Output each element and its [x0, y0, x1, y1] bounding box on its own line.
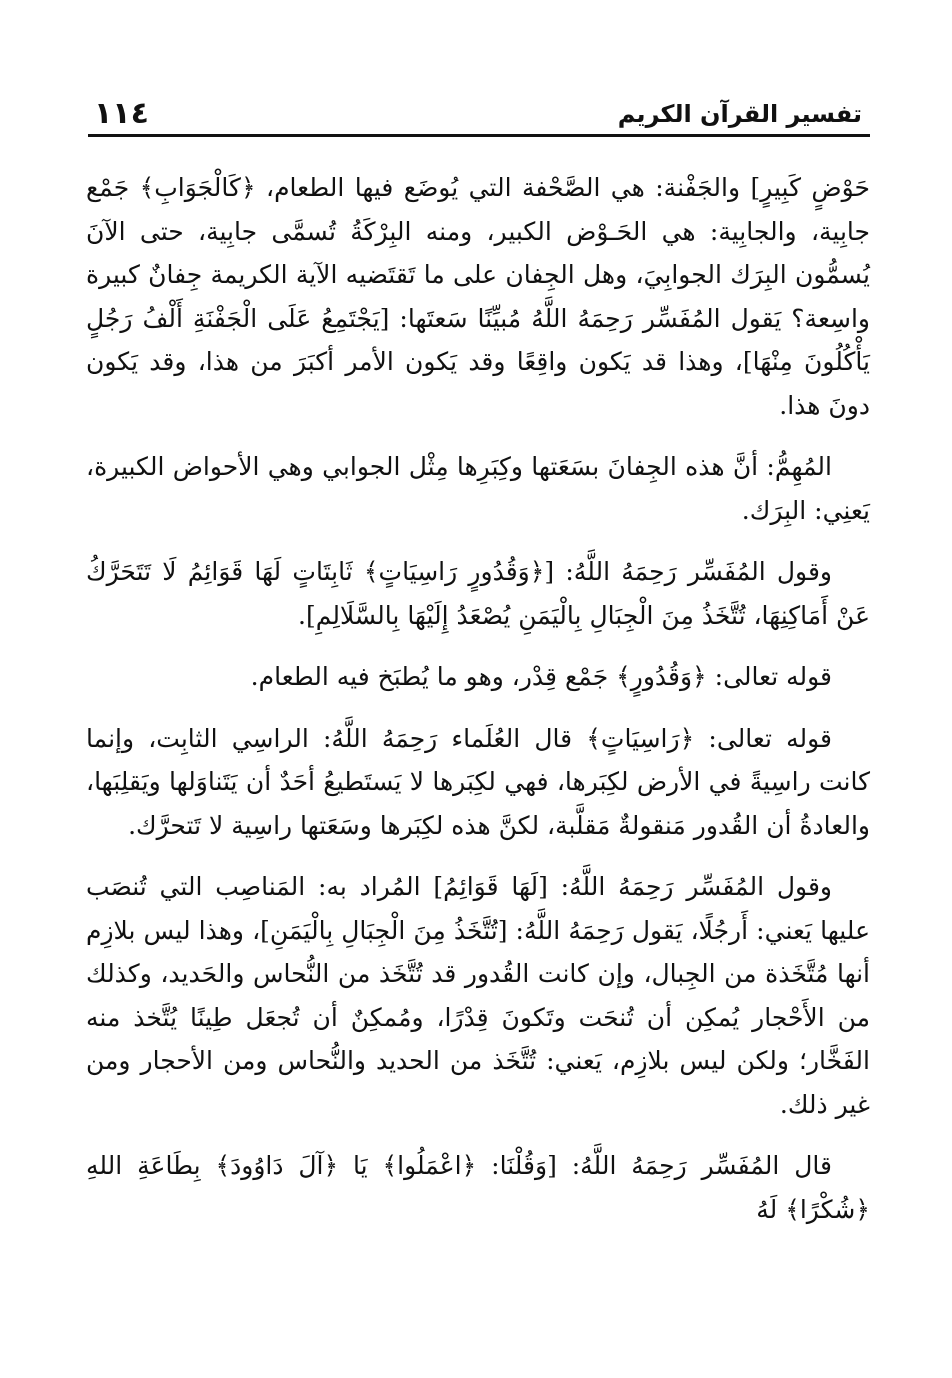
paragraph-2: المُهِمُّ: أنَّ هذه الجِفانَ بسَعَتها وكِبَرِها مِثْل الجوابي وهي الأحواض الكبيرة، يَعنِي: البِرَك. — [86, 452, 870, 525]
paragraph-4: قوله تعالى: ﴿وَقُدُورٍ﴾ جَمْع قِدْر، وهو ما يُطبَخ فيه الطعام. — [250, 662, 832, 691]
page-header — [88, 88, 870, 137]
paragraph-3: وقول المُفَسِّر رَحِمَهُ اللَّهُ: [﴿وَقُدُورٍ رَاسِيَاتٍ﴾ ثَابِتَاتٍ لَهَا قَوَائِمُ لَا تَتَحَرَّكُ عَنْ أَمَاكِنِهَا، تُتَّخَذُ مِنَ الْجِبَالِ بِالْيَمَنِ يُصْعَدُ إِلَيْهَا بِالسَّلَالِمِ]. — [86, 557, 870, 630]
paragraph-7: قال المُفَسِّر رَحِمَهُ اللَّهُ: [وَقُلْنَا: ﴿اعْمَلُوا﴾ يَا ﴿آلَ دَاوُودَ﴾ بِطَاعَةِ اللهِ ﴿شُكْرًا﴾ لَهُ — [86, 1151, 870, 1224]
page-number: ١١٤ — [94, 96, 149, 131]
running-title: تفسير القرآن الكريم — [617, 100, 862, 128]
paragraph-5: قوله تعالى: ﴿رَاسِيَاتٍ﴾ قال العُلَماء رَحِمَهُ اللَّهُ: الراسِي الثابِت، وإنما كانت راسِيةً في الأرض لكِبَرها، فهي لكِبَرها لا يَستَطيعُ أحَدٌ أن يَتَناوَلها ويَقلِبَها، والعادةُ أن القُدور مَنقولةٌ مَقلَّبة، لكنَّ هذه لكِبَرها وسَعَتها راسِية لا تَتحرَّك. — [86, 723, 870, 840]
paragraph-1: حَوْضٍ كَبِيرٍ] والجَفْنة: هي الصَّحْفة التي يُوضَع فيها الطعام، ﴿كَالْجَوَابِ﴾ جَمْع جابِية، والجابِية: هي الحَـوْض الكبير، ومنه البِرْكَةُ تُسمَّى جابِية، حتى الآنَ يُسمُّون البِرَك الجوابِيَ، وهل الجِفان على ما تَقتَضيه الآية الكريمة جِفانٌ كبيرة واسِعة؟ يَقول المُفَسِّر رَحِمَهُ اللَّهُ مُبيِّنًا سَعتَها: [يَجْتَمِعُ عَلَى الْجَفْنَةِ أَلْفُ رَجُلٍ يَأْكُلُونَ مِنْهَا]، وهذا قد يَكون واقِعًا وقد يَكون الأمر أكبَرَ من هذا، وقد يَكون دونَ هذا. — [86, 173, 870, 420]
page-body — [86, 166, 870, 1249]
paragraph-6: وقول المُفَسِّر رَحِمَهُ اللَّهُ: [لَهَا قَوَائِمُ] المُراد به: المَناصِب التي تُنصَب عليها يَعني: أَرجُلًا، يَقول رَحِمَهُ اللَّهُ: [تُتَّخَذُ مِنَ الْجِبَالِ بِالْيَمَنِ]، وهذا ليس بلازِم أنها مُتَّخَذة من الجِبال، وإن كانت القُدور قد تُتَّخَذ من النُّحاس والحَديد، وكذلك من الأَحْجار يُمكِن أن تُنحَت وتَكونَ قِدْرًا، ومُمكِنٌ أن تُجعَل طِينًا يُتَّخذ منه الفَخَّار؛ ولكن ليس بلازِم، يَعني: تُتَّخَذ من الحديد والنُّحاس ومن الأحجار ومن غير ذلك. — [86, 872, 870, 1119]
